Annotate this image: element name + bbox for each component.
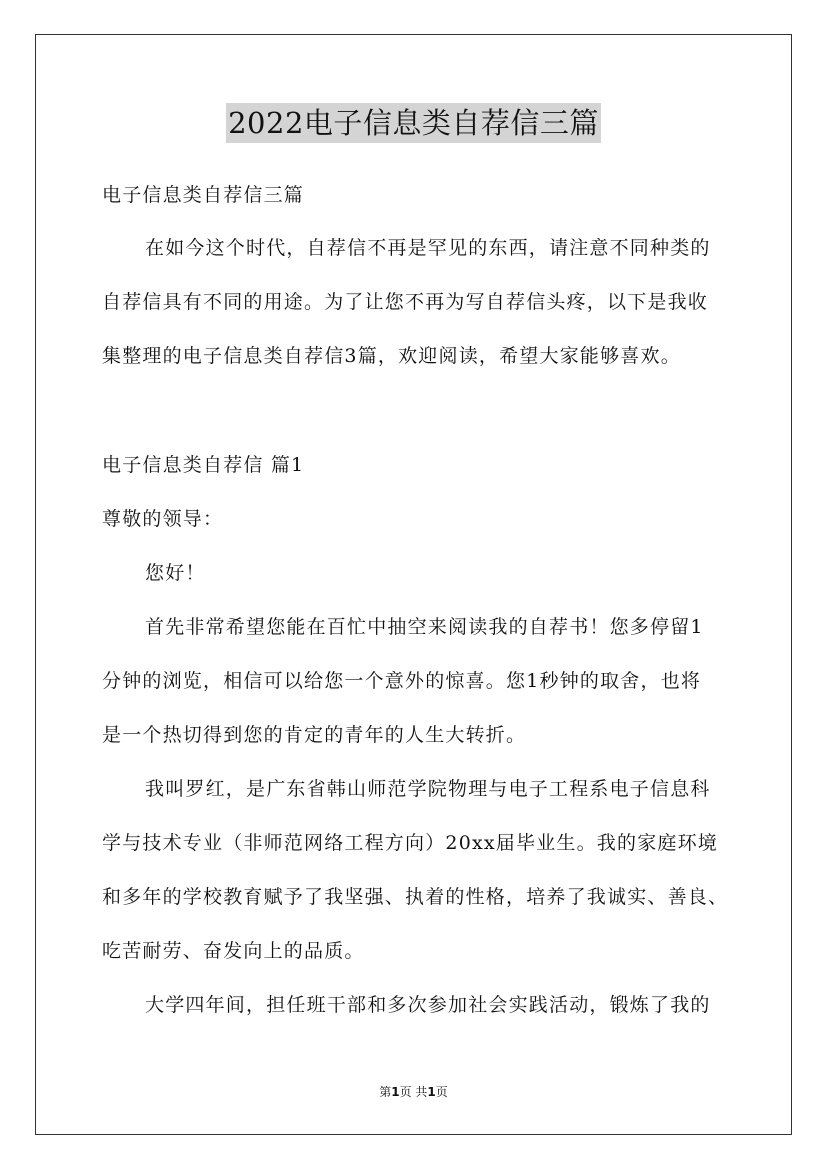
para1-line-1: 首先非常希望您能在百忙中抽空来阅读我的自荐书！您多停留1 [145, 616, 704, 638]
page-footer [0, 1083, 827, 1100]
para2-line-2: 学与技术专业（非师范网络工程方向）20xx届毕业生。我的家庭环境 [102, 832, 719, 854]
para3-line-1: 大学四年间，担任班干部和多次参加社会实践活动，锻炼了我的 [145, 994, 711, 1016]
document-title: 2022电子信息类自荐信三篇 [226, 103, 601, 143]
footer-total-suffix: 页 [435, 1085, 448, 1099]
para2-line-1: 我叫罗红，是广东省韩山师范学院物理与电子工程系电子信息科 [145, 778, 711, 800]
intro-line-3: 集整理的电子信息类自荐信3篇，欢迎阅读，希望大家能够喜欢。 [102, 345, 681, 367]
footer-page-suffix: 页 共 [399, 1085, 428, 1099]
para2-line-3: 和多年的学校教育赋予了我坚强、执着的性格，培养了我诚实、善良、 [102, 886, 729, 908]
footer-page-prefix: 第 [379, 1085, 392, 1099]
footer-page-number: 1 [391, 1085, 400, 1099]
para2-line-4: 吃苦耐劳、奋发向上的品质。 [102, 940, 365, 962]
section-heading: 电子信息类自荐信 篇1 [102, 454, 305, 476]
subtitle: 电子信息类自荐信三篇 [102, 184, 305, 206]
intro-line-1: 在如今这个时代，自荐信不再是罕见的东西，请注意不同种类的 [145, 237, 711, 259]
greeting: 您好！ [145, 562, 206, 584]
footer-total-pages: 1 [427, 1085, 436, 1099]
para1-line-2: 分钟的浏览，相信可以给您一个意外的惊喜。您1秒钟的取舍，也将 [102, 670, 702, 692]
salutation: 尊敬的领导： [102, 508, 224, 530]
para1-line-3: 是一个热切得到您的肯定的青年的人生大转折。 [102, 724, 527, 746]
intro-line-2: 自荐信具有不同的用途。为了让您不再为写自荐信头疼，以下是我收 [102, 291, 709, 313]
